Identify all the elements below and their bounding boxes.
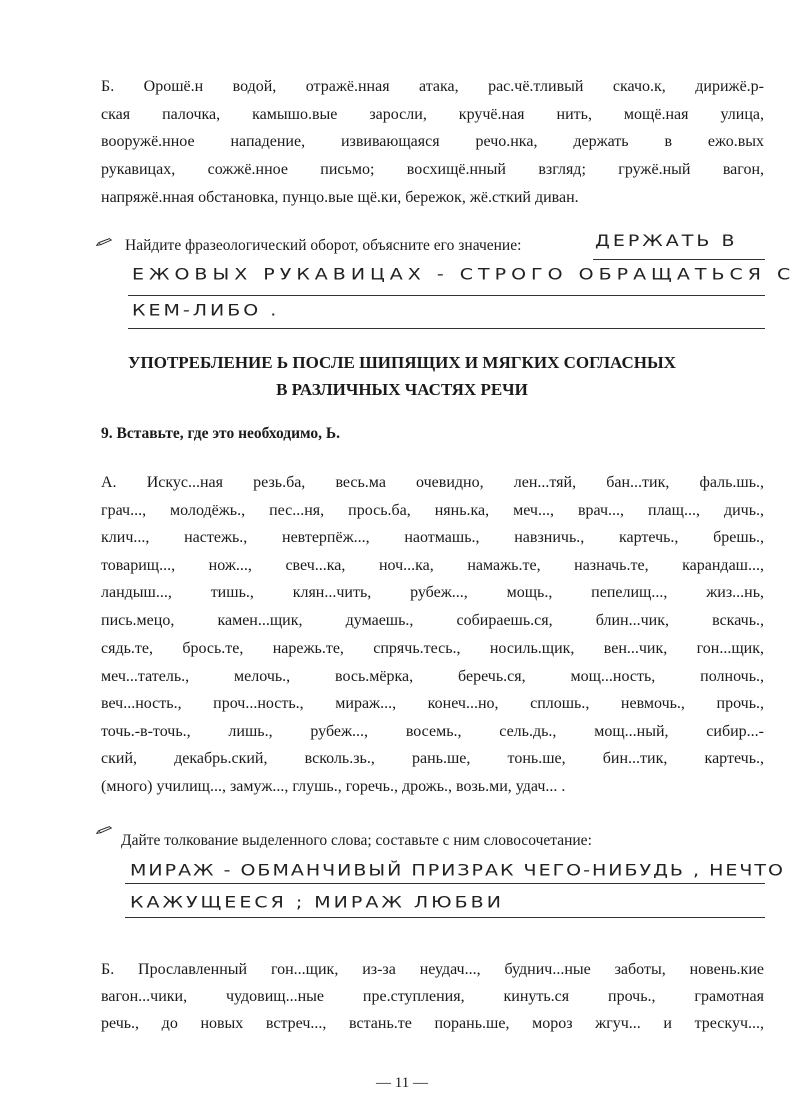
handwritten-answer: КЕМ-ЛИБО . <box>132 301 280 320</box>
handwritten-answer: ДЕРЖАТЬ В <box>595 231 738 250</box>
text-line <box>101 987 764 1007</box>
text: ский, декабрь.ский, всколь.зь., рань.ше, тонь.ше, бин...тик, картечь., <box>101 750 764 767</box>
instruction-word: Дайте толкование выделенного слова; составьте с ним словосочетание: <box>121 832 592 849</box>
text-line <box>101 694 764 714</box>
text: товарищ..., нож..., свеч...ка, ноч...ка, намажь.те, назначь.те, карандаш..., <box>101 557 764 574</box>
text: ская палочка, камышо.вые заросли, кручё.ная нить, мощё.ная улица, <box>101 106 764 123</box>
section-heading: В РАЗЛИЧНЫХ ЧАСТЯХ РЕЧИ <box>276 380 528 399</box>
text-line <box>101 77 764 97</box>
text-line <box>101 528 764 548</box>
text-line <box>101 722 764 742</box>
text: точь.-в-точь., лишь., рубеж..., восемь., сель.дь., мощ...ный, сибир...- <box>101 723 764 740</box>
text: речь., до новых встреч..., встань.те порань.ше, мороз жгуч... и трескуч..., <box>101 1015 764 1032</box>
text: Б. Прославленный гон...щик, из-за неудач..., буднич...ные заботы, новень.кие <box>101 961 764 978</box>
text: вагон...чики, чудовищ...ные пре.ступления, кинуть.ся прочь., грамотная <box>101 988 764 1005</box>
text: (много) училищ..., замуж..., глушь., горечь., дрожь., возь.ми, удач... . <box>101 778 566 795</box>
text: Б. Орошё.н водой, отражё.нная атака, рас.чё.тливый скачо.к, дирижё.р- <box>101 78 764 95</box>
text-line <box>101 667 764 687</box>
instruction-phrase: Найдите фразеологический оборот, объясните его значение: <box>125 237 522 254</box>
text-line <box>101 960 764 980</box>
handwritten-answer: МИРАЖ - ОБМАНЧИВЫЙ ПРИЗРАК ЧЕГО-НИБУДЬ , НЕЧТО <box>130 861 785 880</box>
text-line <box>101 160 764 180</box>
section-heading: УПОТРЕБЛЕНИЕ Ь ПОСЛЕ ШИПЯЩИХ И МЯГКИХ СОГЛАСНЫХ <box>128 353 676 372</box>
handwritten-answer: КАЖУЩЕЕСЯ ; МИРАЖ ЛЮБВИ <box>130 893 504 912</box>
text: вооружё.нное нападение, извивающаяся речо.нка, держать в ежо.вых <box>101 133 764 150</box>
text: сядь.те, брось.те, нарежь.те, спрячь.тесь., носиль.щик, вен...чик, гон...щик, <box>101 640 764 657</box>
answer-line <box>593 259 765 260</box>
text: грач..., молодёжь., пес...ня, прось.ба, нянь.ка, меч..., врач..., плащ..., дичь., <box>101 502 764 519</box>
text: ландыш..., тишь., клян...чить, рубеж..., мощь., пепелищ..., жиз...нь, <box>101 584 764 601</box>
exercise-title: 9. Вставьте, где это необходимо, Ь. <box>101 425 341 442</box>
handwritten-answer: ЕЖОВЫХ РУКАВИЦАХ - СТРОГО ОБРАЩАТЬСЯ С <box>132 265 796 284</box>
text: пись.мецо, камен...щик, думаешь., собираешь.ся, блин...чик, вскачь., <box>101 612 764 629</box>
text: А. Искус...ная резь.ба, весь.ма очевидно, лен...тяй, бан...тик, фаль.шь., <box>101 474 764 491</box>
text-line <box>101 749 764 769</box>
text: клич..., настежь., невтерпёж..., наотмашь., навзничь., картечь., брешь., <box>101 529 764 546</box>
text-line <box>101 473 764 493</box>
text-line <box>101 105 764 125</box>
text-line <box>101 611 764 631</box>
answer-line <box>128 328 765 329</box>
page-number: — 11 — <box>376 1075 428 1091</box>
text: меч...татель., мелочь., вось.мёрка, беречь.ся, мощ...ность, полночь., <box>101 668 764 685</box>
text-line <box>101 777 764 797</box>
text-line <box>101 1014 764 1034</box>
text-line <box>101 556 764 576</box>
text-line <box>101 501 764 521</box>
text: напряжё.нная обстановка, пунцо.вые щё.ки, бережок, жё.сткий диван. <box>101 189 579 206</box>
text-line <box>101 639 764 659</box>
answer-line <box>125 883 765 884</box>
text-line <box>101 132 764 152</box>
text-line <box>101 188 711 208</box>
text: веч...ность., проч...ность., мираж..., конеч...но, сплошь., невмочь., прочь., <box>101 695 764 712</box>
answer-line <box>128 295 765 296</box>
text: рукавицах, сожжё.нное письмо; восхищё.нный взгляд; гружё.ный вагон, <box>101 161 764 178</box>
text-line <box>101 583 764 603</box>
pencil-icon <box>92 826 116 834</box>
answer-line <box>125 917 765 918</box>
pencil-icon <box>92 238 116 246</box>
